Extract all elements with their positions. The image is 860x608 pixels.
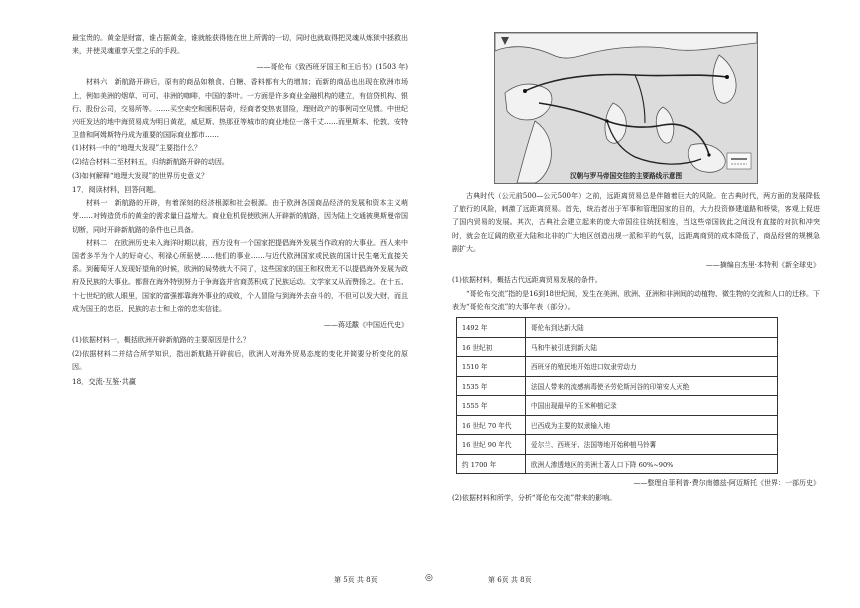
table-year: 1535 年 xyxy=(457,376,526,396)
question-17-2: (2)依据材料二并结合所学知识，指出新航路开辟前后，欧洲人对海外贸易态度的变化并简要分析变化的原因。 xyxy=(72,349,408,372)
question-17-material-1: 材料一 新航路的开辟，有着深刻的经济根源和社会根源。由于欧洲各国商品经济的发展和资本主义萌芽……对铸造货币的黄金的需求量日益增大。商业危机促使欧洲人开辟新的航路，因为陆上交通被奥斯曼帝国切断，同时开辟新航路的条件也已具备。 xyxy=(72,199,408,234)
question-16-3: (3)如何解释“地理大发现”的世界历史意义？ xyxy=(72,171,209,180)
question-17-1: (1)依据材料一，概括欧洲开辟新航路的主要原因是什么？ xyxy=(72,336,250,345)
right-paragraph-2: “哥伦布交流”指的是16到18世纪间，发生在美洲、欧洲、亚洲和非洲间的动植物、微生物的交流和人口的迁移。下表为“哥伦布交流”的大事年表（部分）。 xyxy=(452,289,820,311)
table-event: 法国人带来的流感病毒使圣劳伦斯河谷的印第安人灭绝 xyxy=(526,376,778,396)
left-material-6: 材料六 新航路开辟后，原有的商品如粮食、白糖、香料都有大的增加；而新的商品也出现在欧洲市场上，例如美洲的烟草、可可、非洲的咖啡，中国的茶叶。一方面是许多商业金融机构的建立，有信贷机构、银行、股份公司，交易所等。……买空卖空和囤积居奇，经商者变热衷冒险，理财政产的事例司空见惯。中世纪兴旺发达的地中海贸易成为明日黄花，威尼斯、热那亚等城市的商业地位一落千丈……而里斯本、伦敦、安特卫普和阿姆斯特丹成为重要的国际商业都市…… xyxy=(72,78,408,140)
binding-mark-icon: ◎ xyxy=(425,573,433,583)
map-drawing xyxy=(495,33,757,183)
table-row xyxy=(457,396,778,416)
left-source-1: ——哥伦布《致西班牙国王和王后书》(1503 年) xyxy=(256,63,408,72)
table-year: 16 世纪初 xyxy=(457,337,526,357)
table-year: 16 世纪 70 年代 xyxy=(457,415,526,435)
table-event: 中国出现最早的玉米种植记录 xyxy=(526,396,778,416)
right-source-1: ——摘编自杰里·本特利《新全球史》 xyxy=(705,261,820,270)
trade-route-map xyxy=(494,32,758,184)
table-event: 欧洲人渗透地区的美洲土著人口下降 60%~90% xyxy=(526,454,778,474)
table-year: 1555 年 xyxy=(457,396,526,416)
table-source: ——整理自菲利普·费尔南德兹-阿迈斯托《世界：一部历史》 xyxy=(633,479,820,488)
table-year: 1492 年 xyxy=(457,318,526,338)
table-event: 哥伦布到达新大陆 xyxy=(526,318,778,338)
question-16-1: (1)材料一中的“地理大发现”主要指什么？ xyxy=(72,144,202,153)
table-year: 约 1700 年 xyxy=(457,454,526,474)
right-page xyxy=(430,0,860,608)
table-row xyxy=(457,337,778,357)
map-caption: 汉朝与罗马帝国交往的主要路线示意图 xyxy=(569,172,683,180)
question-16-2: (2)结合材料二至材料五，归纳新航路开辟的动因。 xyxy=(72,158,229,167)
table-event: 爱尔兰、西班牙、法国等地开始种植马铃薯 xyxy=(526,435,778,455)
table-row xyxy=(457,415,778,435)
question-17-source: ——蒋廷黻《中国近代史》 xyxy=(324,321,408,330)
table-year: 1510 年 xyxy=(457,357,526,377)
left-page-number: 第 5页 共 8页 xyxy=(334,576,378,584)
right-paragraph-1: 古典时代（公元前500—公元500年）之前，远距离贸易总是伴随着巨大的风险。在古典时代，两方面的发展降低了旅行的风险，刺激了远距离贸易。首先，统治者出于军事和管理国家的目的，大力投资修建道路和桥梁，客观上促进了国内贸易的发展。其次，古典社会建立起来的庞大帝国往往统抚相连，当这些帝国彼此之间没有直接的对抗和冲突时，就会在辽阔的欧亚大陆和北非的广大地区创造出规一派和平的气氛，远距离商贸的成本降低了，商品经营的规模急剧扩大。 xyxy=(452,192,820,253)
left-paragraph-1: 最宝贵的。黄金是财富，谁占据黄金，谁就能获得他在世上所需的一切，同时也就取得把灵魂从炼狱中拯救出来，并使灵魂重享天堂之乐的手段。 xyxy=(72,34,408,56)
table-year: 16 世纪 90 年代 xyxy=(457,435,526,455)
question-18-heading: 18．交流·互鉴·共赢 xyxy=(72,376,137,386)
table-event: 马和牛被引进到新大陆 xyxy=(526,337,778,357)
table-row xyxy=(457,357,778,377)
table-row xyxy=(457,318,778,338)
columbian-exchange-table xyxy=(456,317,778,474)
question-18-2: (2)依据材料和所学，分析“哥伦布交流”带来的影响。 xyxy=(452,494,617,503)
table-row xyxy=(457,376,778,396)
question-17-material-2: 材料二 在欧洲历史未入海洋时期以前，西方没有一个国家把提倡海外发展当作政府的大事业。西人来中国者多半为个人的好奇心、利禄心所驱使……他们的事业……与近代欧洲国家或民族的国计民生毫无直接关系。到葡萄牙人发现好望角的时候，欧洲的局势就大不同了，这些国家的国王和权贵无不以提倡海外发展为政府及民族的大事业。都督在海外特别努力于争海盗并官商蒸积成了民族运动。文学家又从而赞扬之。在十五、十七世纪的欧人眼里，国家的富强都靠海外事业的成败，个人冒险与到海外去奋斗的，不但可以发大财，而且成为国王的忠臣、民族的志士和上帝的忠实信徒。 xyxy=(72,238,408,313)
table-row xyxy=(457,454,778,474)
question-17-heading: 17．阅读材料，回答问题。 xyxy=(72,185,161,195)
question-18-1: (1)依据材料，概括古代远距离贸易发展的条件。 xyxy=(452,276,602,285)
table-row xyxy=(457,435,778,455)
right-page-number: 第 6页 共 8页 xyxy=(488,576,532,584)
table-event: 巴西成为主要的奴隶输入地 xyxy=(526,415,778,435)
table-event: 西班牙的殖民地开始进口奴隶劳动力 xyxy=(526,357,778,377)
